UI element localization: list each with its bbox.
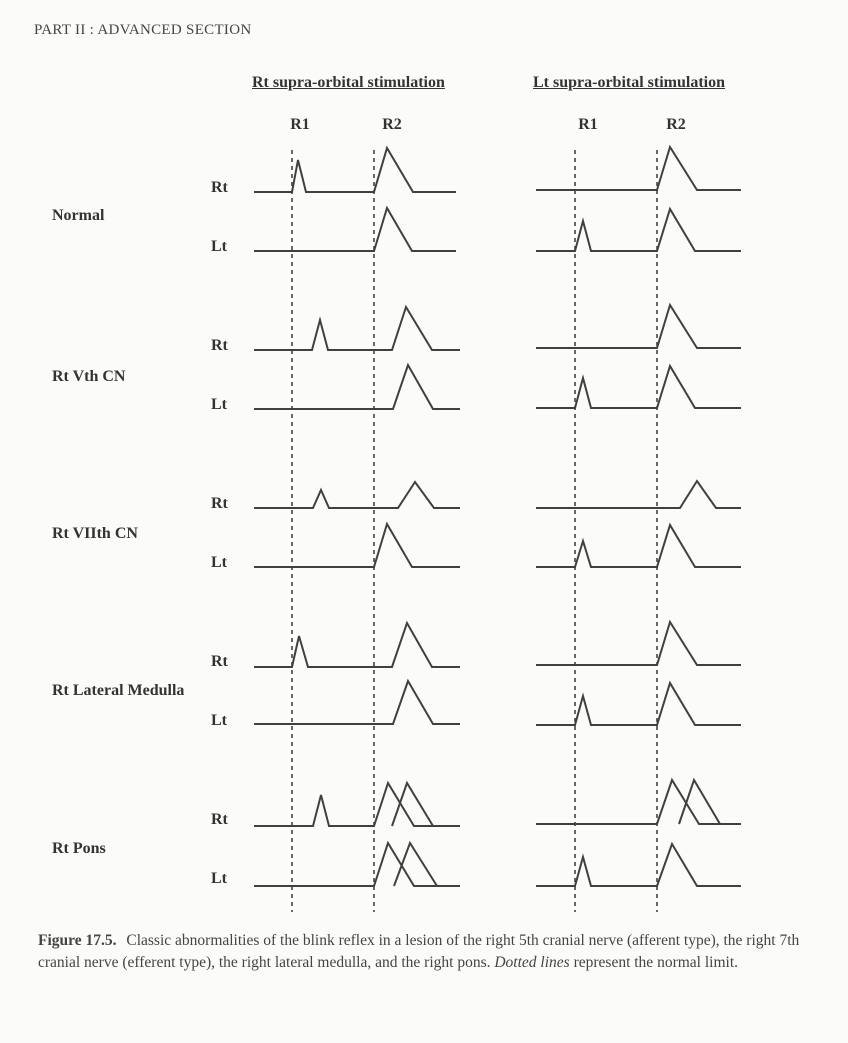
trace-vth-left-lt [254,365,460,409]
row-medulla-rt-label: Rt [211,653,228,670]
figure-caption [38,930,808,974]
trace-pons-left-rt-second [392,783,433,826]
trace-medulla-left-lt [254,681,460,724]
trace-pons-left-lt [254,843,460,886]
caption-italic: Dotted lines [494,954,570,971]
row-pons-lt-label: Lt [211,870,227,887]
trace-viith-left-lt [254,524,460,567]
row-vth-lt-label: Lt [211,396,227,413]
row-medulla-lt-label: Lt [211,712,227,729]
trace-medulla-right-lt [536,683,741,725]
condition-label-rt-viith-cn: Rt VIIth CN [52,525,138,542]
trace-viith-right-lt [536,525,741,567]
right-column-title: Lt supra-orbital stimulation [533,74,726,91]
row-normal-rt-label: Rt [211,179,228,196]
trace-pons-right-rt [536,780,741,824]
trace-medulla-left-rt [254,623,460,667]
trace-viith-left-rt [254,482,460,508]
trace-pons-right-lt [536,844,741,886]
trace-normal-right-lt [536,209,741,251]
page-header: PART II : ADVANCED SECTION [34,22,252,38]
row-pons-rt-label: Rt [211,811,228,828]
condition-label-rt-lateral-medulla: Rt Lateral Medulla [52,682,185,699]
row-viith-lt-label: Lt [211,554,227,571]
trace-medulla-right-rt [536,622,741,665]
trace-normal-left-lt [254,208,456,251]
trace-vth-right-lt [536,366,741,408]
left-r1-label: R1 [290,116,310,133]
trace-viith-right-rt [536,481,741,508]
condition-label-normal: Normal [52,207,105,224]
caption-text-end: represent the normal limit. [573,954,739,971]
trace-vth-right-rt [536,305,741,348]
trace-vth-left-rt [254,307,460,350]
caption-text: Classic abnormalities of the blink reflex in a lesion of the right 5th cranial nerve (afferent type), the right 7th cranial nerve (efferent type), the right lateral medulla, and the right pons. [38,932,800,971]
row-normal-lt-label: Lt [211,238,227,255]
trace-normal-right-rt [536,147,741,190]
condition-label-rt-vth-cn: Rt Vth CN [52,368,126,385]
row-vth-rt-label: Rt [211,337,228,354]
condition-label-rt-pons: Rt Pons [52,840,106,857]
left-column-title: Rt supra-orbital stimulation [252,74,445,91]
caption-label: Figure 17.5. [38,932,117,949]
right-r1-label: R1 [578,116,598,133]
trace-normal-left-rt [254,148,456,192]
left-r2-label: R2 [382,116,402,133]
right-r2-label: R2 [666,116,686,133]
row-viith-rt-label: Rt [211,495,228,512]
